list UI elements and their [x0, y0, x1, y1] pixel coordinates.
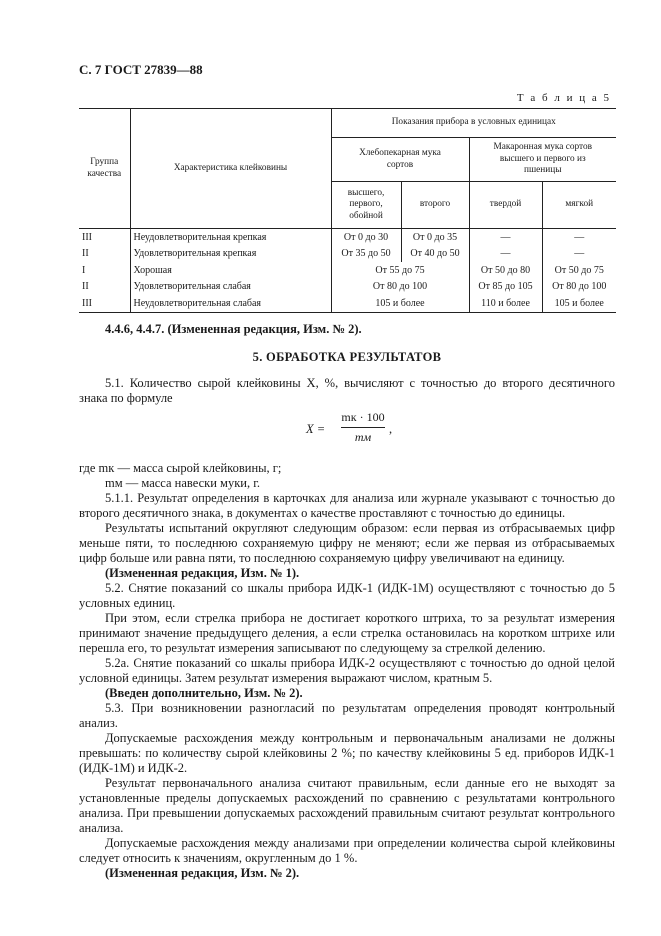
table-label: Т а б л и ц а 5: [516, 92, 611, 104]
document-body: [79, 322, 615, 881]
cell-soft: —: [542, 246, 616, 263]
col-header-second-grade: второго: [401, 182, 469, 229]
col-header-group: Группа качества: [79, 109, 130, 229]
formula-lhs: X =: [306, 422, 326, 436]
col-header-soft: мягкой: [542, 182, 616, 229]
quality-table: [79, 108, 616, 313]
cell-hard: От 50 до 80: [469, 262, 542, 279]
cell-characteristic: Удовлетворительная слабая: [130, 279, 331, 296]
paragraph-5-2: 5.2. Снятие показаний со шкалы прибора ИДК-1 (ИДК-1М) осуществляют с точностью до 5 условных единиц.: [79, 581, 615, 610]
formula-comma: ,: [389, 422, 393, 436]
cell-second-grade: От 40 до 50: [401, 246, 469, 263]
formula-denominator: mм: [354, 430, 372, 444]
col-header-hard: твердой: [469, 182, 542, 229]
col-header-top-grade: высшего, первого, обойной: [331, 182, 401, 229]
cell-group: II: [82, 281, 89, 293]
cell-hard: —: [469, 246, 542, 263]
table-row: [79, 279, 616, 296]
cell-characteristic: Хорошая: [130, 262, 331, 279]
page-header: С. 7 ГОСТ 27839—88: [79, 62, 203, 77]
formula-legend-1: где mк — масса сырой клейковины, г;: [79, 461, 282, 475]
cell-bread-merged: 105 и более: [331, 295, 469, 312]
col-header-characteristic: Характеристика клейковины: [130, 109, 331, 229]
section-title: 5. ОБРАБОТКА РЕЗУЛЬТАТОВ: [252, 350, 442, 364]
paragraph-rounding: Результаты испытаний округляют следующим образом: если первая из отбрасываемых цифр меньше пяти, то последнюю сохраняемую цифру не меняют; если же первая из отбрасываемых цифр больше или равна пяти, то последнюю сохраняемую цифру увеличивают на единицу.: [79, 521, 615, 565]
paragraph-5-1: 5.1. Количество сырой клейковины X, %, вычисляют с точностью до второго десятичного знака по формуле: [79, 376, 615, 405]
cell-bread-merged: От 80 до 100: [331, 279, 469, 296]
paragraph-5-2a: 5.2а. Снятие показаний со шкалы прибора ИДК-2 осуществляют с точностью до одной целой условной единицы. Затем результат измерения выражают числом, кратным 5.: [79, 656, 615, 685]
paragraph-5-3: 5.3. При возникновении разногласий по результатам определения проводят контрольный анализ.: [79, 701, 615, 730]
paragraph-allowable: Допускаемые расхождения между контрольным и первоначальным анализами не должны превышать: по количеству сырой клейковины 2 %; по качеству клейковины 5 ед. приборов ИДК-1 (ИДК-1М) и ИДК-2.: [79, 731, 615, 775]
cell-characteristic: Удовлетворительная крепкая: [130, 246, 331, 263]
paragraph-arrow: При этом, если стрелка прибора не достигает короткого штриха, то за результат измерения принимают значение предыдущего деления, а если стрелка остановилась на коротком штрихе или перешла его, то результат измерения записывают по следующему за стрелкой делению.: [79, 611, 615, 655]
formula: [79, 409, 615, 453]
paragraph-5-1-1: 5.1.1. Результат определения в карточках для анализа или журнале указывают с точностью до второго десятичного знака, в документах о качестве проставляют с точностью до единицы.: [79, 491, 615, 520]
cell-hard: 110 и более: [469, 295, 542, 312]
cell-group: I: [82, 264, 86, 276]
formula-legend-2: mм — масса навески муки, г.: [105, 476, 261, 490]
formula-fraction: [341, 410, 385, 445]
cell-characteristic: Неудовлетворительная слабая: [130, 295, 331, 312]
cell-group: III: [79, 295, 130, 312]
table-row: [79, 262, 616, 279]
amendment-note: (Измененная редакция, Изм. № 1).: [105, 566, 300, 580]
cell-hard: От 85 до 105: [469, 279, 542, 296]
table-row: [79, 246, 616, 263]
cell-top-grade: От 35 до 50: [331, 246, 401, 263]
amendment-note: (Измененная редакция, Изм. № 2).: [105, 866, 300, 880]
cell-group: III: [82, 231, 92, 243]
cell-soft: 105 и более: [542, 295, 616, 312]
amendment-note: (Введен дополнительно, Изм. № 2).: [105, 686, 303, 700]
cell-second-grade: От 0 до 35: [401, 229, 469, 246]
cell-soft: —: [542, 229, 616, 246]
col-header-readings: Показания прибора в условных единицах: [331, 109, 616, 138]
cell-top-grade: От 0 до 30: [331, 229, 401, 246]
col-header-bread-flour: Хлебопекарная мука сортов: [331, 138, 469, 182]
cell-soft: От 80 до 100: [542, 279, 616, 296]
paragraph-allowable-2: Допускаемые расхождения между анализами при определении количества сырой клейковины следует относить к значениям, округленным до 1 %.: [79, 836, 615, 865]
cell-bread-merged: От 55 до 75: [331, 262, 469, 279]
table-row: [79, 229, 616, 246]
cell-characteristic: Неудовлетворительная крепкая: [130, 229, 331, 246]
cell-soft: От 50 до 75: [542, 262, 616, 279]
table-row: [79, 295, 616, 312]
amendment-note: 4.4.6, 4.4.7. (Измененная редакция, Изм. № 2).: [105, 322, 362, 336]
formula-numerator: mк · 100: [341, 410, 385, 428]
cell-hard: —: [469, 229, 542, 246]
cell-group: II: [82, 248, 89, 260]
paragraph-result: Результат первоначального анализа считают правильным, если данные его не выходят за установленные пределы допускаемых расхождений по сравнению с результатами контрольного анализа. При превышении допускаемых расхождений правильным считают результат контрольного анализа.: [79, 776, 615, 835]
col-header-pasta-flour: Макаронная мука сортов высшего и первого из пшеницы: [469, 138, 616, 182]
